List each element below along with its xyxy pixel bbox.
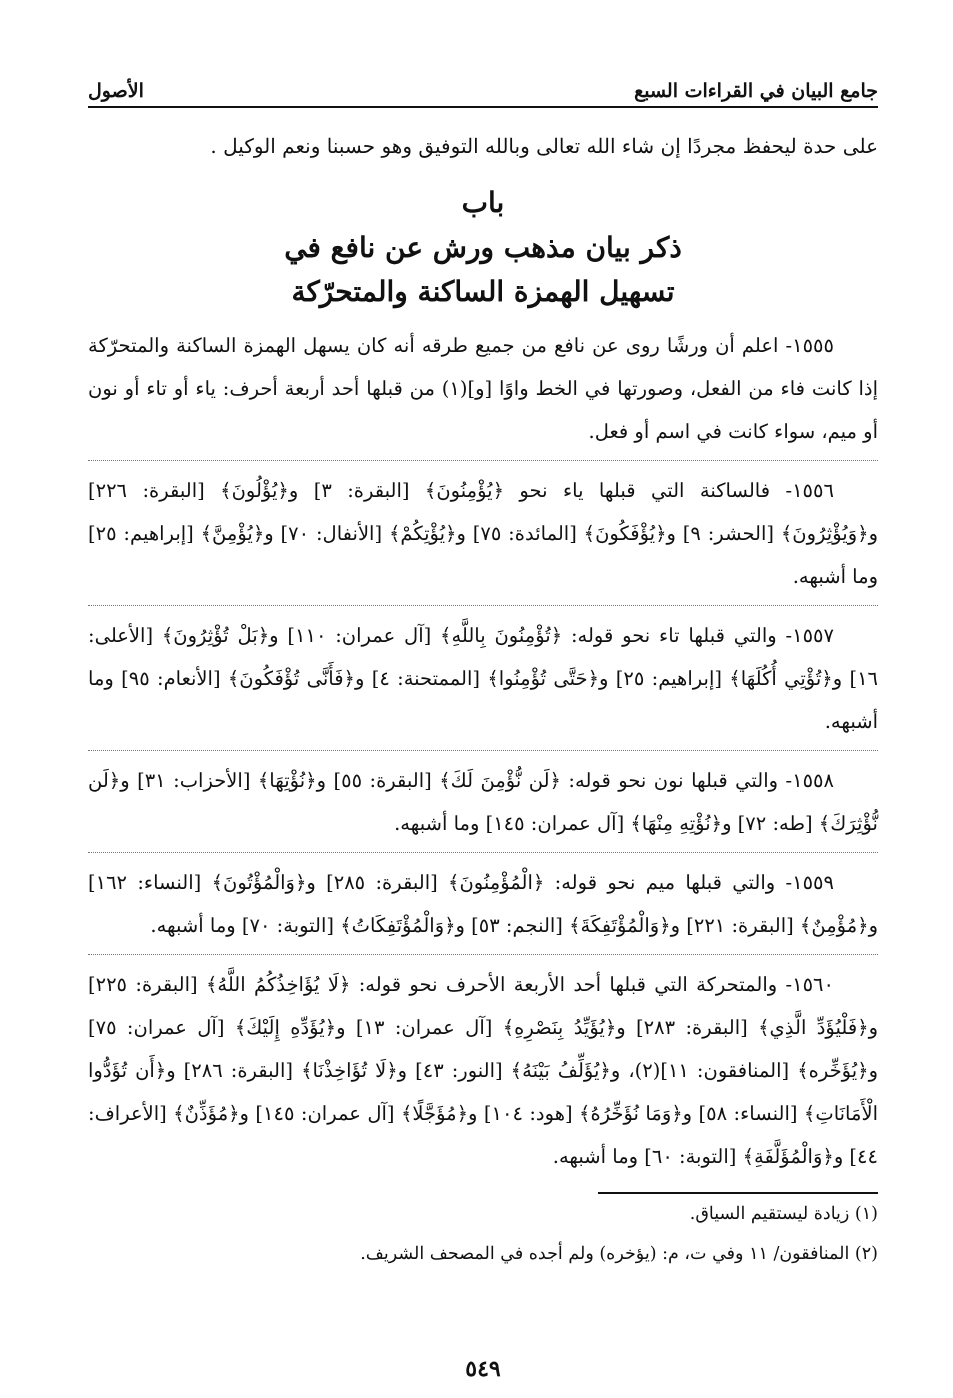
chapter-label: باب xyxy=(461,186,505,219)
paragraph-separator xyxy=(88,605,878,606)
chapter-title-line-1: ذكر بيان مذهب ورش عن نافع في xyxy=(284,231,682,264)
paragraph-1556: ١٥٥٦- فالساكنة التي قبلها ياء نحو ﴿يُؤْمِنُونَ﴾ [البقرة: ٣] و﴿يُؤْلُونَ﴾ [البقرة: ٢٢٦] و﴿وَيُؤْثِرُونَ﴾ [الحشر: ٩] و﴿يُؤْفَكُونَ﴾ [المائدة: ٧٥] و﴿يُؤْتِكُمْ﴾ [الأنفال: ٧٠] و﴿يُؤْمِنَّ﴾ [إبراهيم: ٢٥] وما أشبهه. xyxy=(88,479,878,588)
paragraph-separator xyxy=(88,954,878,955)
footnote-1: (١) زيادة ليستقيم السياق. xyxy=(689,1204,878,1224)
book-title: جامع البيان في القراءات السبع xyxy=(634,80,878,102)
paragraph-1557: ١٥٥٧- والتي قبلها تاء نحو قوله: ﴿تُؤْمِنُونَ بِاللَّهِ﴾ [آل عمران: ١١٠] و﴿بَلْ تُؤْثِرُونَ﴾ [الأعلى: ١٦] و﴿تُؤْتِي أُكُلَهَا﴾ [إبراهيم: ٢٥] و﴿حَتَّى تُؤْمِنُوا﴾ [الممتحنة: ٤] و﴿فَأَنَّى تُؤْفَكُونَ﴾ [الأنعام: ٩٥] وما أشبهه. xyxy=(88,624,879,733)
footnotes xyxy=(88,1192,878,1274)
paragraph-1559: ١٥٥٩- والتي قبلها ميم نحو قوله: ﴿الْمُؤْمِنُونَ﴾ [البقرة: ٢٨٥] و﴿وَالْمُؤْتُونَ﴾ [النساء: ١٦٢] و﴿مُؤْمِنٌ﴾ [البقرة: ٢٢١] و﴿وَالْمُؤْتَفِكَةَ﴾ [النجم: ٥٣] و﴿وَالْمُؤْتَفِكَاتُ﴾ [التوبة: ٧٠] وما أشبهه. xyxy=(88,871,878,937)
paragraph-1555: ١٥٥٥- اعلم أن ورشًا روى عن نافع من جميع طرقه أنه كان يسهل الهمزة الساكنة والمتحرّكة إذا كانت فاء من الفعل، وصورتها في الخط واوًا [و](١) من قبلها أحد أربعة أحرف: ياء أو تاء أو نون أو ميم، سواء كانت في اسم أو فعل. xyxy=(88,334,879,443)
section-name: الأصول xyxy=(88,80,144,102)
paragraph-1558: ١٥٥٨- والتي قبلها نون نحو قوله: ﴿لَن نُّؤْمِنَ لَكَ﴾ [البقرة: ٥٥] و﴿نُؤْتِهَا﴾ [الأحزاب: ٣١] و﴿لَن نُّؤْثِرَكَ﴾ [طه: ٧٢] و﴿نُؤْتِهِ مِنْهَا﴾ [آل عمران: ١٤٥] وما أشبهه. xyxy=(88,769,878,835)
paragraph-separator xyxy=(88,852,878,853)
paragraph-separator xyxy=(88,750,878,751)
document-page xyxy=(88,62,878,1382)
footnote-2: (٢) المنافقون/ ١١ وفي ت، م: (يؤخره) ولم أجده في المصحف الشريف. xyxy=(360,1244,878,1264)
paragraph-1560: ١٥٦٠- والمتحركة التي قبلها أحد الأربعة الأحرف نحو قوله: ﴿لَا يُؤَاخِذُكُمُ اللَّهُ﴾ [البقرة: ٢٢٥] و﴿فَلْيُؤَدِّ الَّذِي﴾ [البقرة: ٢٨٣] و﴿يُؤَيِّدُ بِنَصْرِهِ﴾ [آل عمران: ١٣] و﴿يُؤَدِّهِ إِلَيْكَ﴾ [آل عمران: ٧٥] و﴿يُؤَخِّره﴾ [المنافقون: ١١](٢)، و﴿يُؤَلِّفُ بَيْنَهُ﴾ [النور: ٤٣] و﴿لَا تُؤَاخِذْنَا﴾ [البقرة: ٢٨٦] و﴿أَن تُؤَدُّوا الْأَمَانَاتِ﴾ [النساء: ٥٨] و﴿وَمَا نُؤَخِّرُهُ﴾ [هود: ١٠٤] و﴿مُؤَجَّلًا﴾ [آل عمران: ١٤٥] و﴿مُؤَذِّنٌ﴾ [الأعراف: ٤٤] و﴿وَالْمُؤَلَّفَةِ﴾ [التوبة: ٦٠] وما أشبهه. xyxy=(88,973,878,1168)
chapter-title-line-2: تسهيل الهمزة الساكنة والمتحرّكة xyxy=(291,275,675,308)
paragraph-separator xyxy=(88,460,878,461)
running-header xyxy=(88,62,878,108)
chapter-heading xyxy=(88,180,878,314)
page-number: ٥٤٩ xyxy=(465,1356,501,1382)
intro-paragraph: على حدة ليحفظ مجردًا إن شاء الله تعالى وبالله التوفيق وهو حسبنا ونعم الوكيل . xyxy=(210,134,878,158)
body-text xyxy=(88,324,878,1178)
